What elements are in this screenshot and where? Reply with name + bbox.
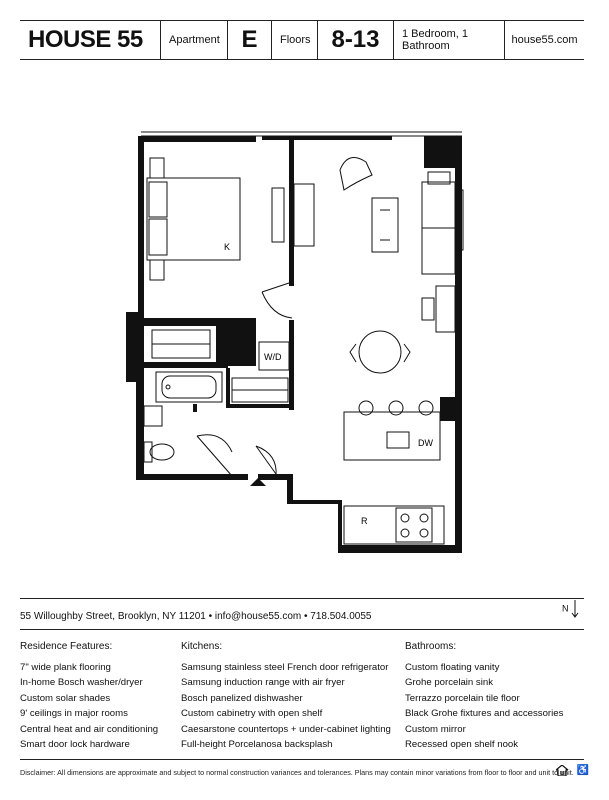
residence-features xyxy=(20,641,158,752)
bed-label: K xyxy=(224,242,231,252)
website-link[interactable]: house55.com xyxy=(511,34,578,46)
list-item: Samsung stainless steel French door refrigerator xyxy=(181,662,389,673)
kitchens-title: Kitchens: xyxy=(181,641,223,652)
brand-logo[interactable]: HOUSE 55 xyxy=(20,21,161,59)
list-item: Black Grohe fixtures and accessories xyxy=(405,708,564,720)
bathrooms-title: Bathrooms: xyxy=(405,641,457,652)
north-arrow-icon xyxy=(571,600,579,618)
list-item: 9' ceilings in major rooms xyxy=(20,708,128,720)
floors-label: Floors xyxy=(272,21,318,59)
list-item: Custom cabinetry with open shelf xyxy=(181,708,323,720)
bathroom-features xyxy=(405,641,563,752)
accessibility-icon: ♿ xyxy=(576,765,590,777)
list-item: In-home Bosch washer/dryer xyxy=(20,677,143,689)
list-item: Caesarstone countertops + under-cabinet lighting xyxy=(181,723,391,735)
address-line: 55 Willoughby Street, Brooklyn, NY 11201 • info@house55.com • 718.504.0055 xyxy=(20,611,372,622)
list-item: Central heat and air conditioning xyxy=(20,723,159,735)
list-item: Full-height Porcelanosa backsplash xyxy=(181,738,333,750)
washer-dryer-label: W/D xyxy=(264,352,282,362)
divider-bottom xyxy=(20,759,584,760)
disclaimer-text: Disclaimer: All dimensions are approximate and subject to normal construction variances and tolerances. Plans may contain minor variations from floor to floor and unit to unit. xyxy=(20,768,574,777)
equal-housing-icon xyxy=(556,765,568,776)
apartment-value: E xyxy=(228,21,272,59)
features-section xyxy=(20,641,584,756)
floors-value: 8-13 xyxy=(318,21,394,59)
list-item: Samsung induction range with air fryer xyxy=(181,677,345,689)
list-item: Custom solar shades xyxy=(20,692,111,704)
list-item: Smart door lock hardware xyxy=(20,738,130,750)
unit-layout: 1 Bedroom, 1 Bathroom xyxy=(394,21,505,59)
compliance-icons xyxy=(556,765,589,776)
list-item: Grohe porcelain sink xyxy=(405,677,493,689)
list-item: Custom mirror xyxy=(405,723,466,735)
list-item: Terrazzo porcelain tile floor xyxy=(405,692,520,704)
north-indicator xyxy=(562,600,579,618)
residence-title: Residence Features: xyxy=(20,641,113,652)
list-item: Custom floating vanity xyxy=(405,662,500,673)
apartment-label: Apartment xyxy=(161,21,228,59)
list-item: Recessed open shelf nook xyxy=(405,738,519,750)
list-item: 7" wide plank flooring xyxy=(20,662,111,673)
list-item: Bosch panelized dishwasher xyxy=(181,692,303,704)
divider-middle xyxy=(20,629,584,630)
north-label: N xyxy=(562,603,569,614)
dishwasher-label: DW xyxy=(418,438,433,448)
divider-top xyxy=(20,598,584,599)
refrigerator-label: R xyxy=(361,516,368,526)
kitchen-features xyxy=(181,641,391,752)
